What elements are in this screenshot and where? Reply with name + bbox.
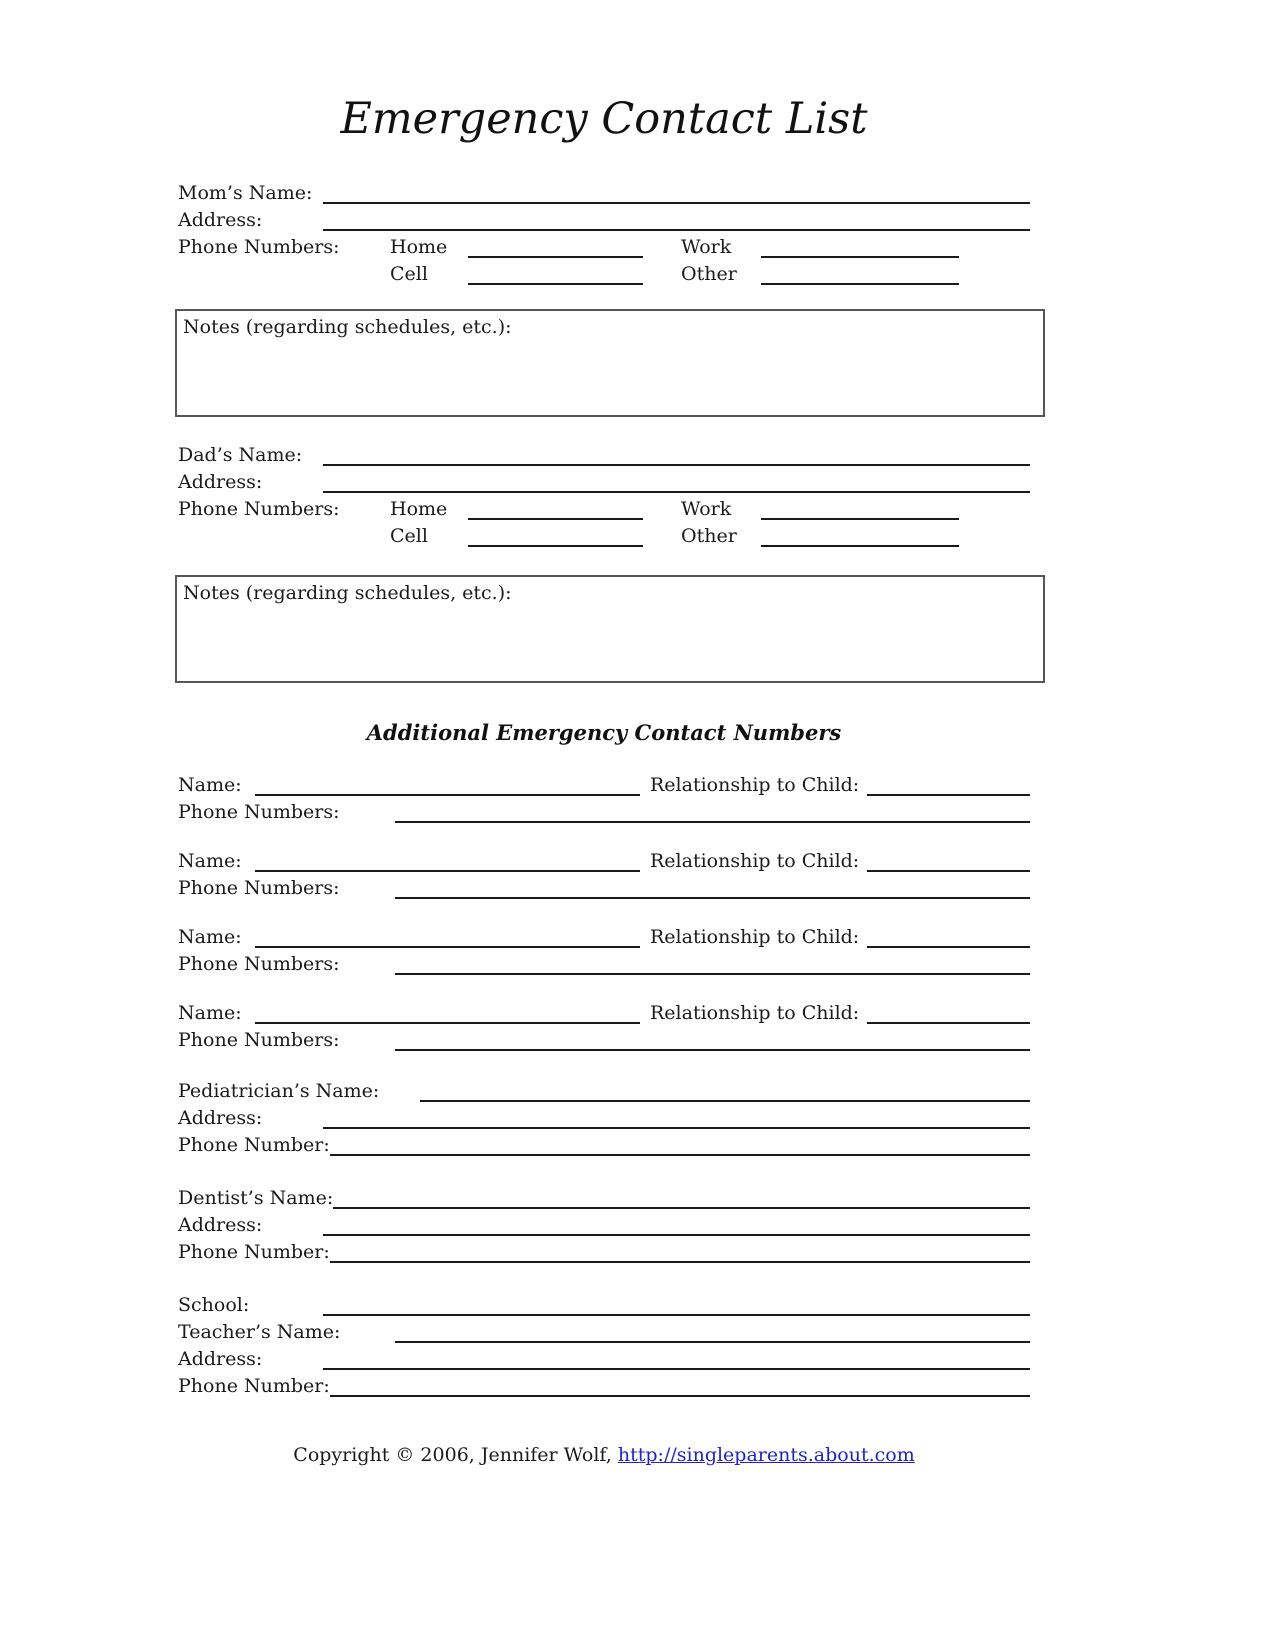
contact-phone-numbers-label: Phone Numbers: xyxy=(178,877,340,899)
mom-section xyxy=(178,180,1030,288)
contact-name-row xyxy=(178,924,1030,951)
additional-contact-block xyxy=(178,924,1030,978)
dad-address-row xyxy=(178,469,1030,496)
contact-phone-numbers-label: Phone Numbers: xyxy=(178,801,340,823)
dentist-phone-field[interactable] xyxy=(330,1239,1030,1263)
mom-phone-numbers-label: Phone Numbers: xyxy=(178,236,340,258)
school-phone-label: Phone Number: xyxy=(178,1375,330,1397)
copyright-text: Copyright © 2006, Jennifer Wolf, xyxy=(293,1444,612,1466)
mom-notes-label: Notes (regarding schedules, etc.): xyxy=(183,316,512,338)
school-address-field[interactable] xyxy=(323,1346,1030,1370)
relationship-field[interactable] xyxy=(867,848,1030,872)
contact-name-field[interactable] xyxy=(255,772,640,796)
dad-name-label: Dad’s Name: xyxy=(178,444,303,466)
dad-address-label: Address: xyxy=(178,471,263,493)
school-address-row xyxy=(178,1346,1030,1373)
contact-phone-numbers-label: Phone Numbers: xyxy=(178,953,340,975)
dad-work-phone-field[interactable] xyxy=(761,496,959,520)
contact-phone-row xyxy=(178,951,1030,978)
pediatrician-address-field[interactable] xyxy=(323,1105,1030,1129)
relationship-field[interactable] xyxy=(867,1000,1030,1024)
dentist-address-field[interactable] xyxy=(323,1212,1030,1236)
dad-name-row xyxy=(178,442,1030,469)
page-title: Emergency Contact List xyxy=(340,94,868,144)
dentist-name-field[interactable] xyxy=(333,1185,1030,1209)
additional-contact-block xyxy=(178,1000,1030,1054)
dad-phone-row-1 xyxy=(178,496,1030,523)
dad-other-label: Other xyxy=(681,525,737,547)
pediatrician-section xyxy=(178,1078,1030,1159)
contact-phone-row xyxy=(178,799,1030,826)
teacher-name-field[interactable] xyxy=(395,1319,1030,1343)
dentist-section xyxy=(178,1185,1030,1266)
contact-name-row xyxy=(178,772,1030,799)
additional-contact-block xyxy=(178,848,1030,902)
relationship-label: Relationship to Child: xyxy=(650,774,860,796)
pediatrician-name-field[interactable] xyxy=(420,1078,1030,1102)
mom-phone-row-1 xyxy=(178,234,1030,261)
relationship-label: Relationship to Child: xyxy=(650,1002,860,1024)
contact-phone-field[interactable] xyxy=(395,875,1030,899)
contact-phone-row xyxy=(178,1027,1030,1054)
school-field[interactable] xyxy=(323,1292,1030,1316)
additional-contact-block xyxy=(178,772,1030,826)
contact-name-label: Name: xyxy=(178,774,242,796)
contact-phone-field[interactable] xyxy=(395,799,1030,823)
relationship-label: Relationship to Child: xyxy=(650,850,860,872)
contact-name-label: Name: xyxy=(178,1002,242,1024)
mom-other-phone-field[interactable] xyxy=(761,261,959,285)
dad-work-label: Work xyxy=(681,498,732,520)
dad-address-field[interactable] xyxy=(323,469,1030,493)
mom-name-field[interactable] xyxy=(323,180,1030,204)
teacher-name-row xyxy=(178,1319,1030,1346)
dad-phone-row-2 xyxy=(178,523,1030,550)
dad-name-field[interactable] xyxy=(323,442,1030,466)
contact-name-field[interactable] xyxy=(255,848,640,872)
mom-name-label: Mom’s Name: xyxy=(178,182,313,204)
dentist-address-row xyxy=(178,1212,1030,1239)
dad-home-label: Home xyxy=(390,498,448,520)
mom-address-field[interactable] xyxy=(323,207,1030,231)
contact-phone-field[interactable] xyxy=(395,1027,1030,1051)
teacher-name-label: Teacher’s Name: xyxy=(178,1321,341,1343)
contact-name-label: Name: xyxy=(178,926,242,948)
relationship-label: Relationship to Child: xyxy=(650,926,860,948)
mom-cell-label: Cell xyxy=(390,263,428,285)
dad-notes-label: Notes (regarding schedules, etc.): xyxy=(183,582,512,604)
dentist-address-label: Address: xyxy=(178,1214,263,1236)
mom-address-label: Address: xyxy=(178,209,263,231)
mom-phone-row-2 xyxy=(178,261,1030,288)
dad-section xyxy=(178,442,1030,550)
pediatrician-address-label: Address: xyxy=(178,1107,263,1129)
mom-notes-field[interactable] xyxy=(175,309,1045,417)
dad-other-phone-field[interactable] xyxy=(761,523,959,547)
dad-home-phone-field[interactable] xyxy=(468,496,643,520)
dad-cell-label: Cell xyxy=(390,525,428,547)
mom-home-label: Home xyxy=(390,236,448,258)
school-phone-row xyxy=(178,1373,1030,1400)
contact-phone-row xyxy=(178,875,1030,902)
school-address-label: Address: xyxy=(178,1348,263,1370)
contact-name-field[interactable] xyxy=(255,924,640,948)
mom-work-label: Work xyxy=(681,236,732,258)
pediatrician-name-label: Pediatrician’s Name: xyxy=(178,1080,380,1102)
dad-cell-phone-field[interactable] xyxy=(468,523,643,547)
pediatrician-phone-label: Phone Number: xyxy=(178,1134,330,1156)
dentist-name-row xyxy=(178,1185,1030,1212)
contact-name-label: Name: xyxy=(178,850,242,872)
mom-address-row xyxy=(178,207,1030,234)
footer-link[interactable]: http://singleparents.about.com xyxy=(617,1444,915,1466)
school-section xyxy=(178,1292,1030,1400)
pediatrician-phone-field[interactable] xyxy=(330,1132,1030,1156)
mom-name-row xyxy=(178,180,1030,207)
dad-phone-numbers-label: Phone Numbers: xyxy=(178,498,340,520)
relationship-field[interactable] xyxy=(867,924,1030,948)
school-name-row xyxy=(178,1292,1030,1319)
mom-home-phone-field[interactable] xyxy=(468,234,643,258)
pediatrician-name-row xyxy=(178,1078,1030,1105)
dad-notes-field[interactable] xyxy=(175,575,1045,683)
contact-name-row xyxy=(178,1000,1030,1027)
school-label: School: xyxy=(178,1294,250,1316)
relationship-field[interactable] xyxy=(867,772,1030,796)
footer xyxy=(178,1442,1030,1468)
mom-cell-phone-field[interactable] xyxy=(468,261,643,285)
dentist-phone-label: Phone Number: xyxy=(178,1241,330,1263)
pediatrician-phone-row xyxy=(178,1132,1030,1159)
mom-work-phone-field[interactable] xyxy=(761,234,959,258)
school-phone-field[interactable] xyxy=(330,1373,1030,1397)
mom-other-label: Other xyxy=(681,263,737,285)
additional-contacts-heading: Additional Emergency Contact Numbers xyxy=(366,720,842,745)
contact-name-row xyxy=(178,848,1030,875)
contact-name-field[interactable] xyxy=(255,1000,640,1024)
dentist-phone-row xyxy=(178,1239,1030,1266)
contact-phone-numbers-label: Phone Numbers: xyxy=(178,1029,340,1051)
dentist-name-label: Dentist’s Name: xyxy=(178,1187,334,1209)
pediatrician-address-row xyxy=(178,1105,1030,1132)
contact-phone-field[interactable] xyxy=(395,951,1030,975)
